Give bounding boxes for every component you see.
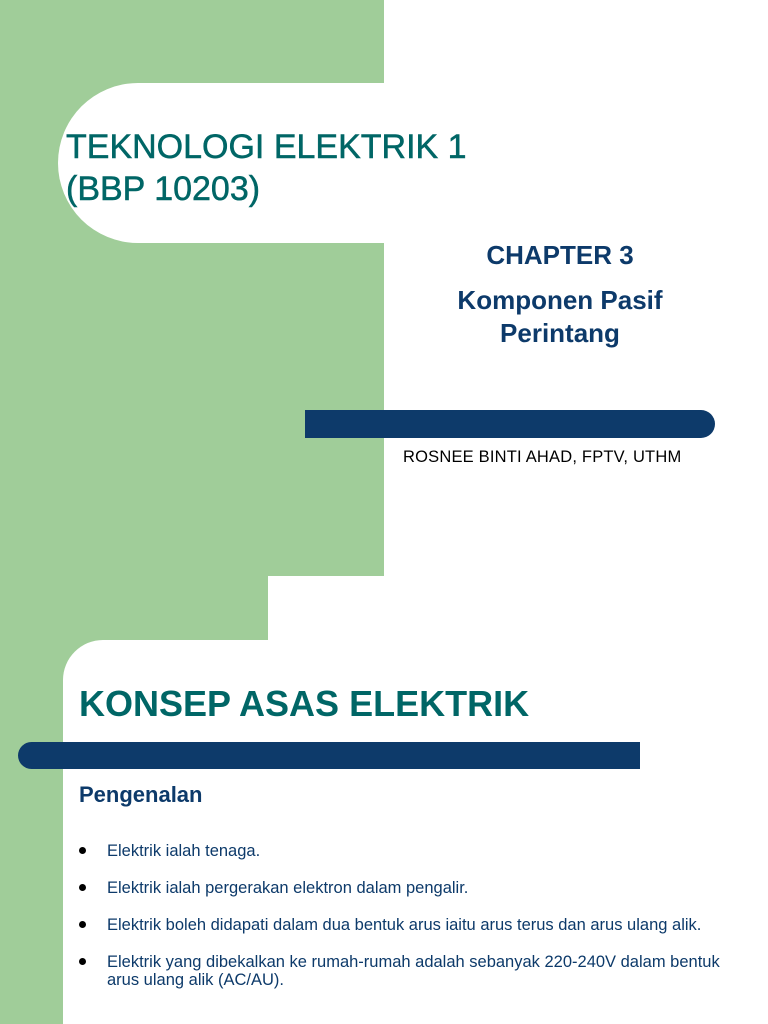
bullet-icon <box>79 958 86 965</box>
list-item <box>79 842 739 860</box>
list-item-text: Elektrik boleh didapati dalam dua bentuk arus iaitu arus terus dan arus ulang alik. <box>107 916 702 934</box>
list-item-text: Elektrik ialah tenaga. <box>107 842 261 860</box>
list-item-text: Elektrik yang dibekalkan ke rumah-rumah adalah sebanyak 220-240V dalam bentuk arus ulang alik (AC/AU). <box>107 953 720 989</box>
title-line-1: TEKNOLOGI ELEKTRIK 1 <box>66 128 467 166</box>
chapter-label: CHAPTER 3 <box>486 240 634 270</box>
author-credit: ROSNEE BINTI AHAD, FPTV, UTHM <box>403 448 682 466</box>
decorative-bar <box>305 410 715 438</box>
slide-1-title <box>66 126 467 210</box>
slide-2-title: KONSEP ASAS ELEKTRIK <box>79 683 530 724</box>
section-subheading: Pengenalan <box>79 782 203 807</box>
chapter-subtitle <box>400 284 720 350</box>
bullet-list <box>79 842 739 1008</box>
subtitle-line-2: Perintang <box>500 318 620 348</box>
bullet-icon <box>79 884 86 891</box>
list-item <box>79 953 739 989</box>
decorative-bar <box>18 742 640 769</box>
bullet-icon <box>79 847 86 854</box>
list-item <box>79 879 739 897</box>
title-line-2: (BBP 10203) <box>66 170 261 208</box>
list-item-text: Elektrik ialah pergerakan elektron dalam pengalir. <box>107 879 469 897</box>
bullet-icon <box>79 921 86 928</box>
list-item <box>79 916 739 934</box>
subtitle-line-1: Komponen Pasif <box>457 285 663 315</box>
